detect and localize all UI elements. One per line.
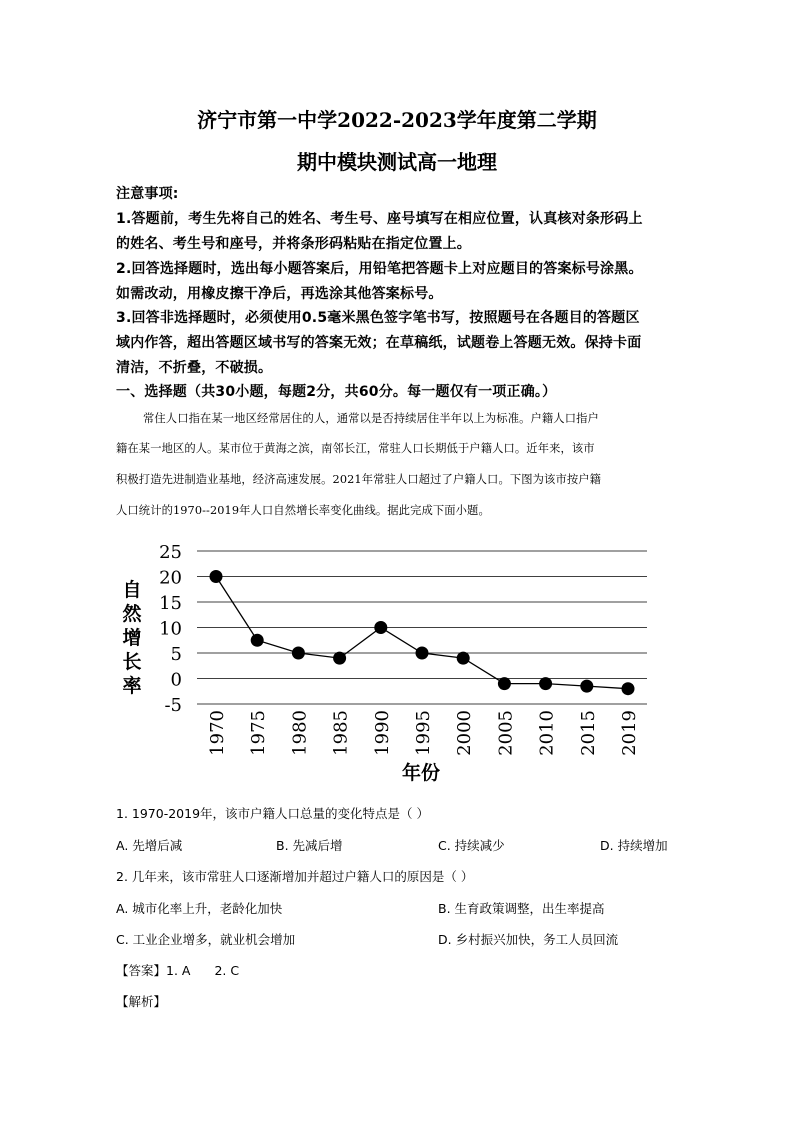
question-1-option-c: C. 持续减少 (438, 838, 505, 853)
notice-line: 如需改动，用橡皮擦干净后，再选涂其他答案标号。 (116, 286, 443, 302)
passage-line: 常住人口指在某一地区经常居住的人，通常以是否持续居住半年以上为标准。户籍人口指户 (143, 412, 599, 425)
data-point (580, 680, 593, 693)
y-tick-label: 20 (159, 567, 182, 589)
notice-line: 的姓名、考生号和座号，并将条形码粘贴在指定位置上。 (116, 236, 471, 252)
data-point (374, 621, 387, 634)
x-tick-label: 1975 (248, 710, 270, 756)
growth-rate-chart (0, 530, 794, 790)
answer-q2: 2. C (214, 963, 240, 978)
data-point (292, 647, 305, 660)
x-tick-label: 2015 (577, 710, 599, 756)
answer-row (116, 961, 239, 979)
passage-line: 积极打造先进制造业基地，经济高速发展。2021年常驻人口超过了户籍人口。下图为该市按户籍 (116, 473, 602, 486)
x-tick-label: 1980 (289, 710, 311, 756)
x-tick-label: 1995 (413, 710, 434, 756)
data-point (210, 570, 223, 583)
question-2-option-b: B. 生育政策调整，出生率提高 (438, 901, 605, 916)
question-2-option-d: D. 乡村振兴加快，务工人员回流 (438, 932, 619, 947)
data-point (539, 677, 552, 690)
analysis-label: 【解析】 (116, 994, 167, 1009)
question-1-option-d: D. 持续增加 (600, 838, 668, 853)
question-1-stem: 1. 1970-2019年，该市户籍人口总量的变化特点是（ ） (116, 806, 430, 821)
y-tick-label: -5 (164, 695, 182, 716)
notice-line: 3.回答非选择题时，必须使用0.5毫米黑色签字笔书写，按照题号在各题目的答题区 (116, 310, 640, 326)
notice-heading: 注意事项: (116, 186, 179, 202)
section-title: 一、选择题（共30小题，每题2分，共60分。每一题仅有一项正确。） (116, 384, 557, 400)
data-point (622, 682, 635, 695)
data-point (498, 677, 511, 690)
notice-line: 清洁，不折叠，不破损。 (116, 360, 273, 376)
question-2-option-c: C. 工业企业增多，就业机会增加 (116, 932, 296, 947)
x-tick-label: 2005 (495, 710, 517, 756)
notice-line: 域内作答，超出答题区域书写的答案无效；在草稿纸，试题卷上答题无效。保持卡面 (116, 335, 642, 351)
question-1-option-b: B. 先减后增 (276, 838, 343, 853)
answer-label: 【答案】 (116, 963, 167, 978)
data-point (416, 647, 429, 660)
series-line (216, 577, 628, 689)
y-tick-label: 0 (170, 669, 182, 691)
data-point (457, 652, 470, 665)
answer-q1: 1. A (166, 963, 191, 978)
question-2-option-a: A. 城市化率上升，老龄化加快 (116, 901, 283, 916)
exam-title-line2: 期中模块测试高一地理 (297, 150, 497, 174)
y-axis-label: 自然增长率 (122, 579, 142, 697)
x-tick-label: 2019 (619, 710, 640, 756)
x-tick-label: 1970 (207, 710, 228, 756)
x-axis-label: 年份 (401, 762, 441, 784)
y-tick-label: 25 (159, 542, 182, 563)
data-point (333, 652, 346, 665)
notice-line: 1.答题前，考生先将自己的姓名、考生号、座号填写在相应位置，认真核对条形码上 (116, 211, 643, 227)
passage-line: 人口统计的1970--2019年人口自然增长率变化曲线。据此完成下面小题。 (116, 504, 490, 517)
y-tick-label: 5 (170, 644, 182, 665)
x-tick-label: 1985 (330, 710, 352, 756)
y-tick-label: 10 (159, 618, 182, 640)
x-tick-label: 2010 (536, 710, 558, 756)
notice-line: 2.回答选择题时，选出每小题答案后，用铅笔把答题卡上对应题目的答案标号涂黑。 (116, 261, 643, 277)
x-tick-label: 2000 (454, 710, 476, 756)
question-2-stem: 2. 几年来，该市常驻人口逐渐增加并超过户籍人口的原因是（ ） (116, 869, 474, 884)
data-point (251, 634, 264, 647)
x-tick-label: 1990 (371, 710, 393, 756)
question-1-option-a: A. 先增后减 (116, 838, 183, 853)
passage-line: 籍在某一地区的人。某市位于黄海之滨，南邻长江，常驻人口长期低于户籍人口。近年来，该市 (116, 442, 595, 455)
exam-title-line1: 济宁市第一中学2022-2023学年度第二学期 (197, 108, 597, 132)
y-tick-label: 15 (159, 593, 182, 614)
